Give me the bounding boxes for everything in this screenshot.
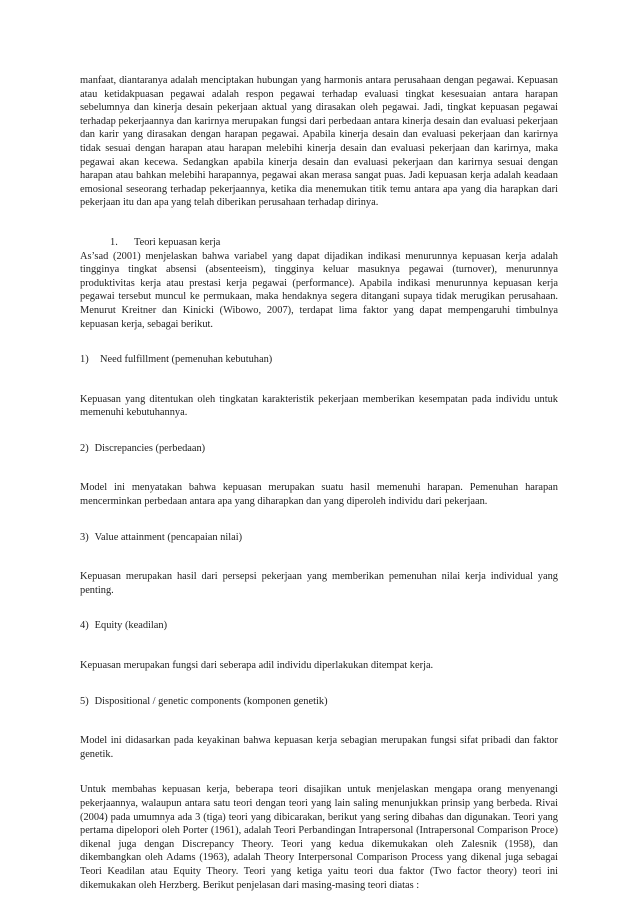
factor-number: 5) [80, 695, 89, 707]
factor-text-2: Model ini menyatakan bahwa kepuasan merupakan suatu hasil memenuhi harapan. Pemenuhan harapan mencerminkan perbedaan antara apa yang diharapkan dan yang diperoleh individu dari pekerjaan. [80, 482, 558, 508]
closing-paragraph: Untuk membahas kepuasan kerja, beberapa teori disajikan untuk menjelaskan mengapa orang menyenangi pekerjaannya, walaupun antara satu teori dengan teori yang lain saling menunjukkan prinsip yang berbeda. Rivai (2004) pada umumnya ada 3 (tiga) teori yang dibicarakan, berikut yang sering dibahas dan digunakan. Teori yang pertama dipelopori oleh Porter (1961), adalah Teori Perbandingan Intrapersonal (Intrapersonal Comparison Proce) dikenal juga dengan Discrepancy Theory. Teori yang kedua dikemukakan oleh Zalesnik (1958), dan dikembangkan oleh Adams (1963), adalah Theory Interpersonal Comparison Process yang dikenal juga sebagai Teori Keadilan atau Equity Theory. Teori yang ketiga yaitu teori dua faktor (Two factor theory) teori ini dikemukakan oleh Herzberg. Berikut penjelasan dari masing-masing teori diatas : [80, 784, 558, 891]
factor-title: Discrepancies (perbedaan) [94, 442, 206, 454]
factor-text-3: Kepuasan merupakan hasil dari persepsi pekerjaan yang memberikan pemenuhan nilai kerja individual yang penting. [80, 571, 558, 596]
factor-heading-3 [80, 531, 558, 545]
section-heading [80, 236, 558, 250]
factor-title: Value attainment (pencapaian nilai) [94, 531, 243, 543]
factor-number: 3) [80, 531, 89, 543]
factor-title: Dispositional / genetic components (komponen genetik) [94, 695, 328, 707]
factor-title: Need fulfillment (pemenuhan kebutuhan) [100, 354, 273, 366]
factor-heading-4 [80, 619, 558, 633]
section-paragraph: As’sad (2001) menjelaskan bahwa variabel yang dapat dijadikan indikasi menurunnya kepuasan kerja adalah tingginya tingkat absensi (absenteeism), tingginya keluar masuknya pegawai (turnover), menurunnya produktivitas kerja atau prestasi kerja pegawai (performance). Apabila indikasi menurunnya kepuasan kerja pegawai tersebut muncul ke permukaan, maka hendaknya segera ditangani supaya tidak merugikan perusahaan. Menurut Kreitner dan Kinicki (Wibowo, 2007), terdapat lima faktor yang dapat mempengaruhi timbulnya kepuasan kerja, sebagai berikut. [80, 250, 558, 330]
factor-text-1: Kepuasan yang ditentukan oleh tingkatan karakteristik pekerjaan memberikan kesempatan pada individu untuk memenuhi kebutuhannya. [80, 393, 558, 419]
factor-text-5: Model ini didasarkan pada keyakinan bahwa kepuasan kerja sebagian merupakan fungsi sifat pribadi dan faktor genetik. [80, 735, 558, 760]
factor-heading-1 [80, 353, 558, 367]
section-number: 1. [110, 236, 118, 248]
section-title: Teori kepuasan kerja [134, 236, 221, 248]
factor-heading-5 [80, 695, 558, 709]
factor-number: 2) [80, 442, 89, 454]
factor-number: 1) [80, 354, 89, 366]
factor-number: 4) [80, 620, 89, 632]
factor-text-4: Kepuasan merupakan fungsi dari seberapa adil individu diperlakukan ditempat kerja. [80, 660, 434, 672]
intro-paragraph: manfaat, diantaranya adalah menciptakan hubungan yang harmonis antara perusahaan dengan pegawai. Kepuasan atau ketidakpuasan pegawai adalah respon pegawai terhadap evaluasi tingkat kesesuaian antara harapan sebelumnya dan kinerja desain pekerjaan aktual yang dirasakan oleh pegawai. Jadi, tingkat kepuasan pegawai terhadap pekerjaannya dan karirnya merupakan fungsi dari perbedaan antara kinerja desain dan evaluasi pekerjaan dan karir yang dirasakan dengan harapan pegawai. Apabila kinerja desain dan evaluasi pekerjaan dan karirnya tidak sesuai dengan harapan atau harapan melebihi kinerja desain dan evaluasi pekerjaan dan karirnya, maka pegawai akan kecewa. Sedangkan apabila kinerja desain dan evaluasi pekerjaan dan karirnya sesuai dengan harapan atau bahkan melebihi harapannya, pegawai akan merasa sangat puas. Jadi kepuasan kerja adalah keadaan emosional seseorang terhadap pekerjaannya, ketika dia menemukan titik temu antara apa yang dia harapkan dari pekerjaan itu dan apa yang telah diberikan perusahaan terhadap dirinya. [80, 75, 558, 209]
factor-heading-2 [80, 442, 558, 456]
factor-title: Equity (keadilan) [94, 620, 168, 632]
